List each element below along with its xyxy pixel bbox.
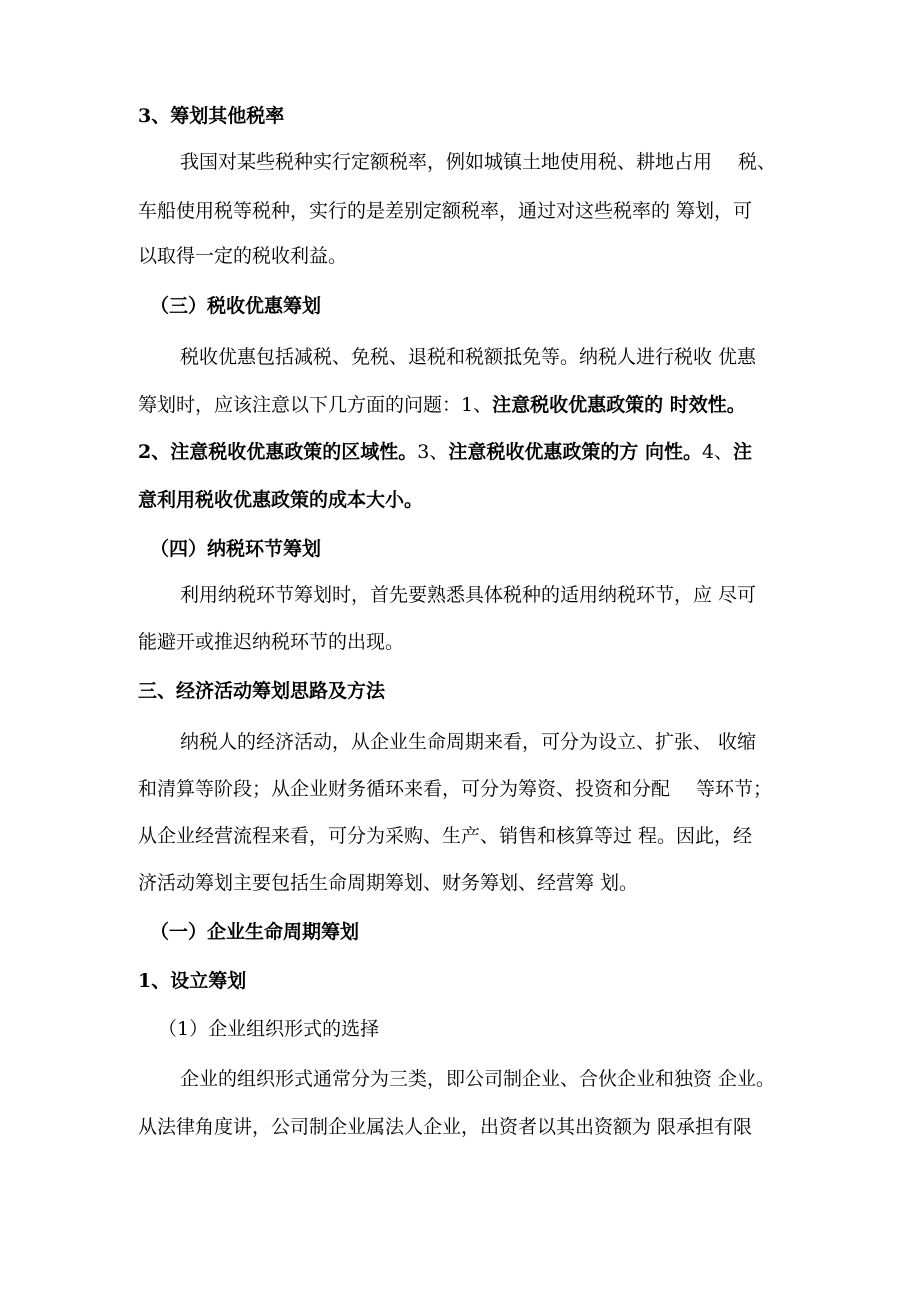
paragraph-quota-line-2: 车船使用税等税种，实行的是差别定额税率，通过对这些税率的 筹划，可 [138, 200, 753, 222]
paragraph-activity-line-1: 纳税人的经济活动，从企业生命周期来看，可分为设立、扩张、 收缩 [180, 731, 757, 753]
heading-enterprise-lifecycle-planning: （一）企业生命周期筹划 [150, 921, 360, 943]
text-segment: 筹划时，应该注意以下几方面的问题：1、 [138, 394, 493, 416]
bold-text-segment: 注意税收优惠政策的 时效性。 [492, 394, 746, 416]
paragraph-organization-line-1: 企业的组织形式通常分为三类，即公司制企业、合伙企业和独资 企业。 [180, 1068, 776, 1090]
bold-text-segment: 注意税收优惠政策的方 向性。 [448, 441, 702, 463]
paragraph-organization-line-2: 从法律角度讲，公司制企业属法人企业，出资者以其出资额为 限承担有限 [138, 1116, 753, 1138]
text-segment: 等环节； [696, 778, 773, 800]
bold-text-segment: 2、注意税收优惠政策的区域性。 [138, 441, 418, 463]
paragraph-preference-line-3 [138, 440, 752, 464]
subheading-organization-form-choice: （1）企业组织形式的选择 [158, 1018, 380, 1040]
paragraph-preference-line-2 [138, 393, 746, 417]
heading-establishment-planning: 1、设立筹划 [138, 970, 247, 992]
heading-tax-link-planning: （四）纳税环节筹划 [150, 538, 322, 560]
paragraph-activity-line-4: 济活动筹划主要包括生命周期筹划、财务筹划、经营筹 划。 [138, 872, 639, 894]
paragraph-preference-line-4: 意利用税收优惠政策的成本大小。 [138, 489, 424, 511]
paragraph-quota-line-1 [180, 150, 776, 174]
paragraph-link-line-1: 利用纳税环节筹划时，首先要熟悉具体税种的适用纳税环节，应 尽可 [180, 584, 757, 606]
paragraph-preference-line-1: 税收优惠包括减税、免税、退税和税额抵免等。纳税人进行税收 优惠 [180, 346, 757, 368]
heading-plan-other-tax-rates: 3、筹划其他税率 [138, 105, 285, 127]
text-segment: 4、 [701, 441, 734, 463]
heading-tax-preference-planning: （三）税收优惠筹划 [150, 295, 322, 317]
paragraph-link-line-2: 能避开或推迟纳税环节的出现。 [138, 631, 405, 653]
text-segment: 税、 [738, 151, 777, 173]
paragraph-activity-line-3: 从企业经营流程来看，可分为采购、生产、销售和核算等过 程。因此，经 [138, 825, 753, 847]
text-segment: 和清算等阶段；从企业财务循环来看，可分为筹资、投资和分配 [138, 778, 671, 800]
bold-text-segment: 注 [733, 441, 753, 463]
text-segment: 我国对某些税种实行定额税率，例如城镇土地使用税、耕地占用 [180, 151, 713, 173]
text-segment: 3、 [417, 441, 449, 463]
paragraph-activity-line-2 [138, 777, 772, 801]
heading-economic-activity-planning: 三、经济活动筹划思路及方法 [138, 680, 386, 702]
paragraph-quota-line-3: 以取得一定的税收利益。 [138, 245, 348, 267]
